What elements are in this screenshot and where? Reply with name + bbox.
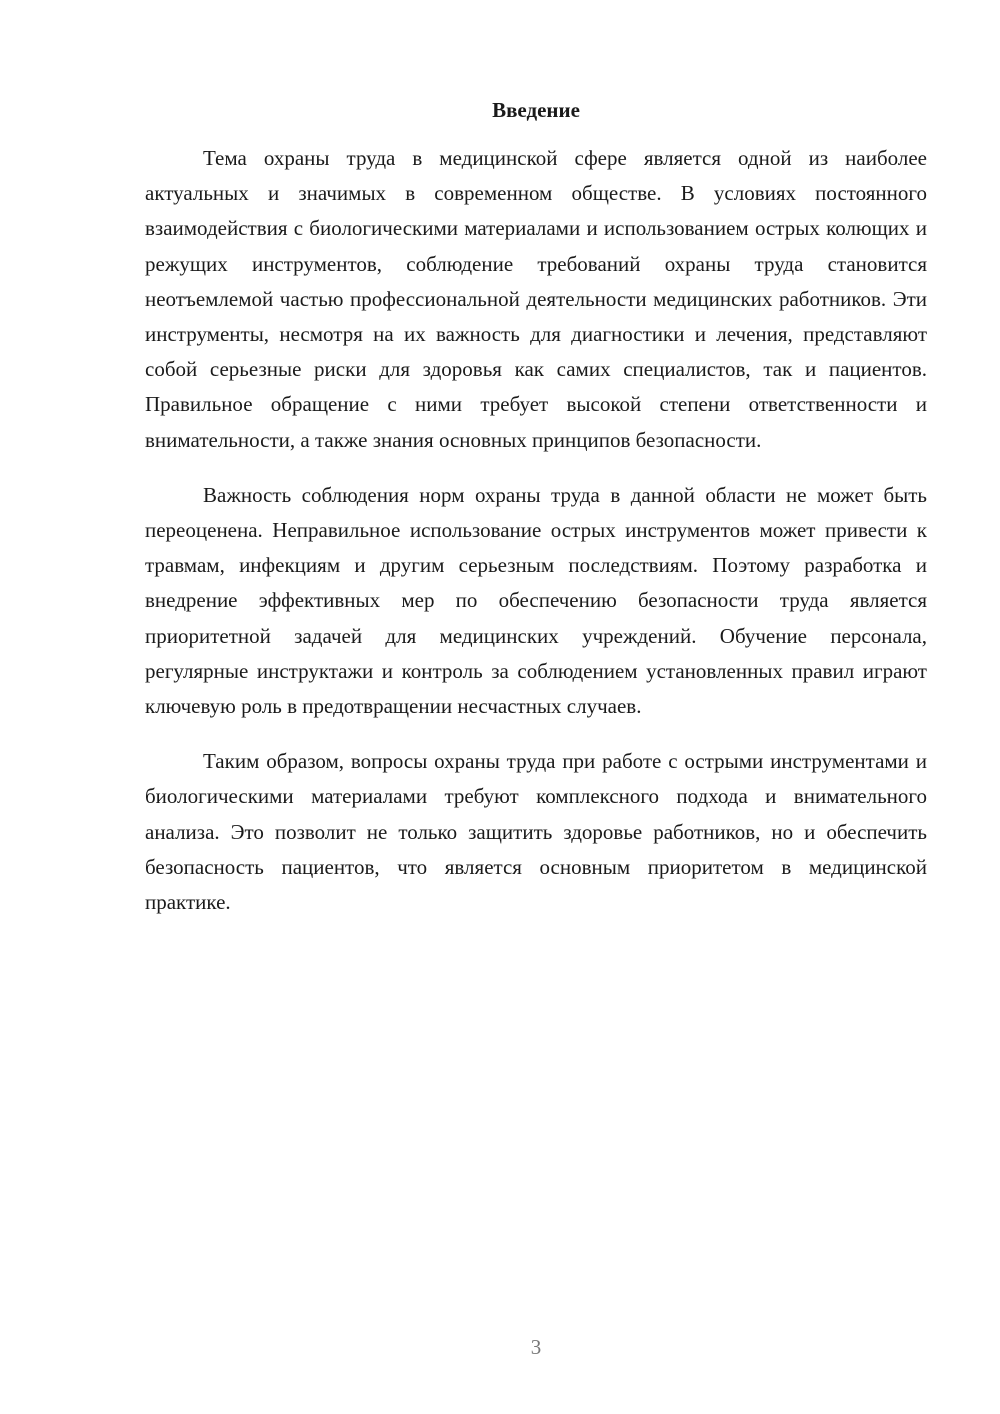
paragraph-3: Таким образом, вопросы охраны труда при работе с острыми инструментами и биологическими материалами требуют комплексного подхода и внимательного анализа. Это позволит не только защитить здоровье работников, но и обеспечить безопасность пациентов, что является основным приоритетом в медицинской практике. xyxy=(145,749,927,915)
paragraph-2: Важность соблюдения норм охраны труда в данной области не может быть переоценена. Неправильное использование острых инструментов может привести к травмам, инфекциям и другим серьезным последствиям. Поэтому разработка и внедрение эффективных мер по обеспечению безопасности труда является приоритетной задачей для медицинских учреждений. Обучение персонала, регулярные инструктажи и контроль за соблюдением установленных правил играют ключевую роль в предотвращении несчастных случаев. xyxy=(145,482,927,719)
paragraph-1: Тема охраны труда в медицинской сфере является одной из наиболее актуальных и значимых в современном обществе. В условиях постоянного взаимодействия с биологическими материалами и использованием острых колющих и режущих инструментов, соблюдение требований охраны труда становится неотъемлемой частью профессиональной деятельности медицинских работников. Эти инструменты, несмотря на их важность для диагностики и лечения, представляют собой серьезные риски для здоровья как самих специалистов, так и пациентов. Правильное обращение с ними требует высокой степени ответственности и внимательности, а также знания основных принципов безопасности. xyxy=(145,146,927,452)
document-body xyxy=(145,95,927,940)
section-title: Введение xyxy=(492,98,580,122)
page-number: 3 xyxy=(530,1335,542,1359)
